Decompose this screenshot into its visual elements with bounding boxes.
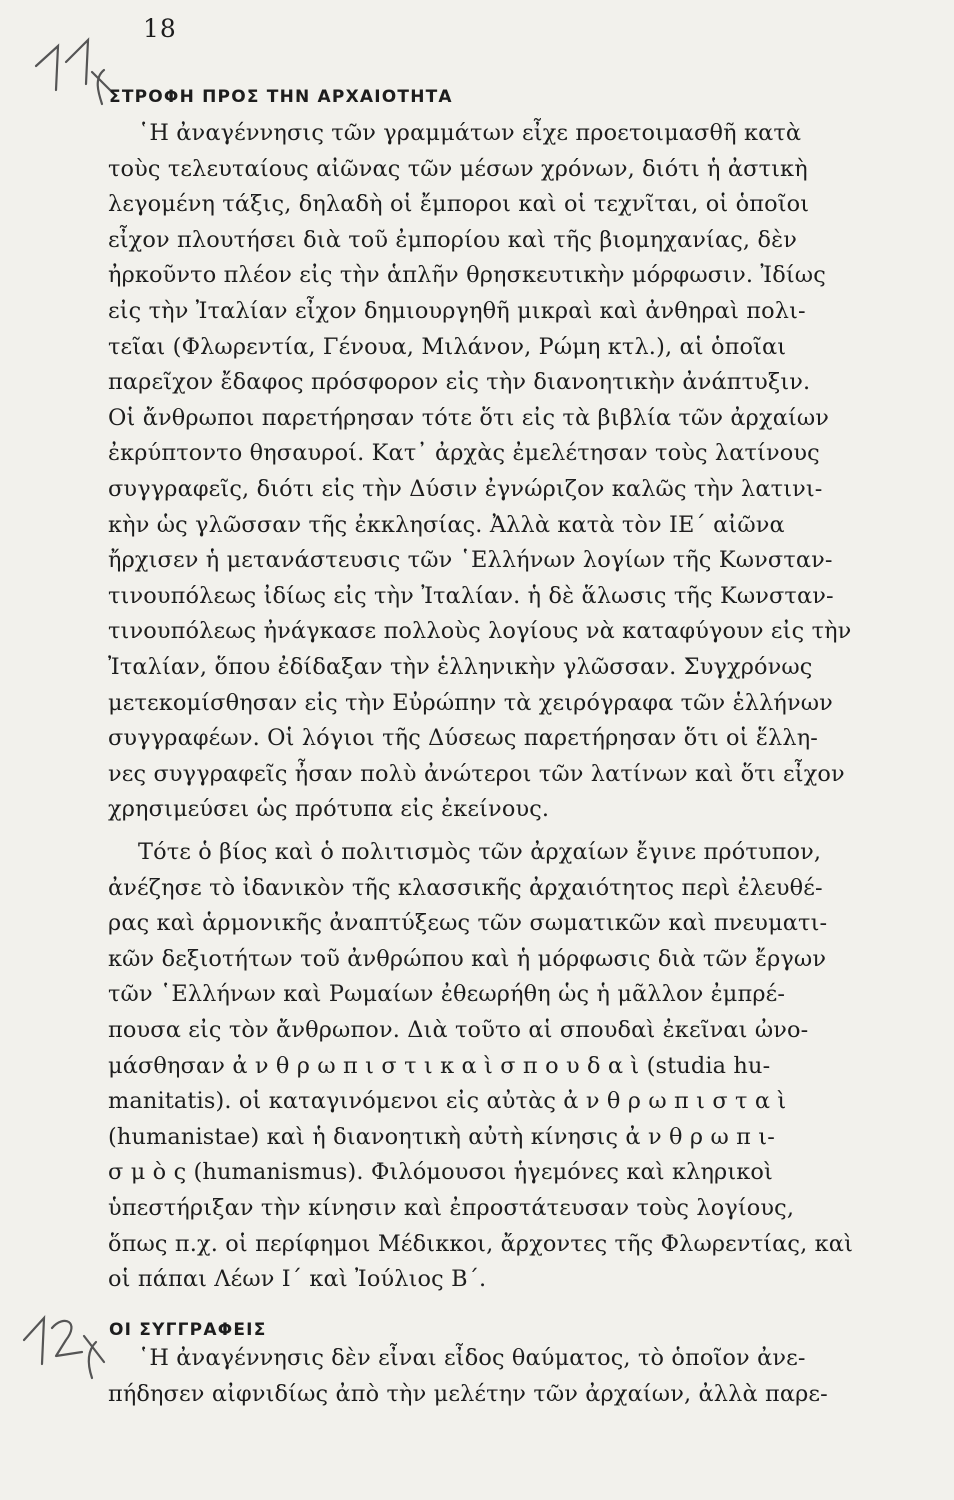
text-line: σ μ ὸ ς (humanismus). Φιλόμουσοι ἡγεμόνες καὶ κληρικοὶ — [108, 1159, 773, 1186]
text-line: manitatis). οἱ καταγινόμενοι εἰς αὐτὰς ἀ ν θ ρ ω π ι σ τ α ὶ — [108, 1088, 787, 1115]
paragraph — [108, 1341, 903, 1412]
text-line: τινουπόλεως ἠνάγκασε πολλοὺς λογίους νὰ καταφύγουν εἰς τὴν — [108, 618, 852, 645]
text-line: ρας καὶ ἁρμονικῆς ἀναπτύξεως τῶν σωματικῶν καὶ πνευματι- — [108, 910, 828, 937]
text-line: εἰς τὴν Ἰταλίαν εἶχον δημιουργηθῆ μικραὶ καὶ ἀνθηραὶ πολι- — [108, 297, 806, 324]
text-line: μάσθησαν ἀ ν θ ρ ω π ι σ τ ι κ α ὶ σ π ο υ δ α ὶ (studia hu- — [108, 1052, 771, 1079]
text-line: πουσα εἰς τὸν ἄνθρωπον. Διὰ τοῦτο αἱ σπουδαὶ ἐκεῖναι ὠνο- — [108, 1016, 809, 1043]
text-line: μετεκομίσθησαν εἰς τὴν Εὐρώπην τὰ χειρόγραφα τῶν ἑλλήνων — [108, 689, 833, 716]
text-line: τεῖαι (Φλωρεντία, Γένουα, Μιλάνον, Ρώμη κτλ.), αἱ ὁποῖαι — [108, 333, 787, 360]
text-line: κὴν ὡς γλῶσσαν τῆς ἐκκλησίας. Ἀλλὰ κατὰ τὸν ΙΕ΄ αἰῶνα — [108, 511, 785, 538]
text-line: ὅπως π.χ. οἱ περίφημοι Μέδικκοι, ἄρχοντες τῆς Φλωρεντίας, καὶ — [108, 1230, 854, 1257]
handwritten-section-mark-11 — [28, 28, 118, 108]
text-line: ἠρκοῦντο πλέον εἰς τὴν ἁπλῆν θρησκευτικὴν μόρφωσιν. Ἰδίως — [108, 262, 826, 289]
text-line: τῶν ῾Ελλήνων καὶ Ρωμαίων ἐθεωρήθη ὡς ἡ μᾶλλον ἐμπρέ- — [108, 981, 786, 1008]
text-line: τινουπόλεως ἰδίως εἰς τὴν Ἰταλίαν. ἡ δὲ ἅλωσις τῆς Κωνσταν- — [108, 582, 834, 609]
margin-mark-12 — [18, 1306, 108, 1386]
text-line: ἐκρύπτοντο θησαυροί. Κατ᾿ ἀρχὰς ἐμελέτησαν τοὺς λατίνους — [108, 440, 820, 467]
text-line: νες συγγραφεῖς ἦσαν πολὺ ἀνώτεροι τῶν λατίνων καὶ ὅτι εἶχον — [108, 760, 845, 787]
text-line: οἱ πάπαι Λέων Ι΄ καὶ Ἰούλιος Β΄. — [108, 1266, 487, 1293]
paragraph — [108, 835, 903, 1298]
text-line: ῾Η ἀναγέννησις δὲν εἶναι εἶδος θαύματος, τὸ ὁποῖον ἀνε- — [138, 1345, 806, 1371]
handwritten-section-mark-12 — [18, 1306, 108, 1386]
text-line: λεγομένη τάξις, δηλαδὴ οἱ ἔμποροι καὶ οἱ τεχνῖται, οἱ ὁποῖοι — [108, 191, 810, 218]
text-line: (humanistae) καὶ ἡ διανοητικὴ αὐτὴ κίνησις ἀ ν θ ρ ω π ι- — [108, 1123, 775, 1150]
text-line: συγγραφεῖς, διότι εἰς τὴν Δύσιν ἐγνώριζον καλῶς τὴν λατινι- — [108, 475, 823, 502]
text-line: τοὺς τελευταίους αἰῶνας τῶν μέσων χρόνων, διότι ἡ ἀστικὴ — [108, 155, 808, 182]
text-line: Οἱ ἄνθρωποι παρετήρησαν τότε ὅτι εἰς τὰ βιβλία τῶν ἀρχαίων — [108, 404, 830, 431]
section-heading: ΣΤΡΟΦΗ ΠΡΟΣ ΤΗΝ ΑΡΧΑΙΟΤΗΤΑ — [109, 87, 453, 107]
margin-mark-11 — [28, 28, 118, 108]
text-line: χρησιμεύσει ὡς πρότυπα εἰς ἐκείνους. — [108, 796, 550, 823]
text-line: ῾Η ἀναγέννησις τῶν γραμμάτων εἶχε προετοιμασθῆ κατὰ — [138, 120, 802, 146]
text-line: παρεῖχον ἔδαφος πρόσφορον εἰς τὴν διανοητικὴν ἀνάπτυξιν. — [108, 369, 811, 396]
text-line: εἶχον πλουτήσει διὰ τοῦ ἐμπορίου καὶ τῆς βιομηχανίας, δὲν — [108, 226, 798, 253]
text-line: συγγραφέων. Οἱ λόγιοι τῆς Δύσεως παρετήρησαν ὅτι οἱ ἕλλη- — [108, 725, 819, 752]
text-line: Ἰταλίαν, ὅπου ἐδίδαξαν τὴν ἑλληνικὴν γλῶσσαν. Συγχρόνως — [108, 653, 813, 680]
page-number: 18 — [143, 14, 177, 43]
section-heading: ΟΙ ΣΥΓΓΡΑΦΕΙΣ — [109, 1320, 267, 1340]
paragraph — [108, 116, 903, 828]
text-line: ὑπεστήριξαν τὴν κίνησιν καὶ ἐπροστάτευσαν τοὺς λογίους, — [108, 1194, 795, 1221]
text-line: Τότε ὁ βίος καὶ ὁ πολιτισμὸς τῶν ἀρχαίων ἔγινε πρότυπον, — [138, 839, 822, 865]
text-line: ἤρχισεν ἡ μετανάστευσις τῶν ῾Ελλήνων λογίων τῆς Κωνσταν- — [108, 547, 833, 574]
text-line: πήδησεν αἰφνιδίως ἀπὸ τὴν μελέτην τῶν ἀρχαίων, ἀλλὰ παρε- — [108, 1380, 828, 1407]
text-line: ἀνέζησε τὸ ἰδανικὸν τῆς κλασσικῆς ἀρχαιότητος περὶ ἐλευθέ- — [108, 874, 823, 901]
text-line: κῶν δεξιοτήτων τοῦ ἀνθρώπου καὶ ἡ μόρφωσις διὰ τῶν ἔργων — [108, 945, 827, 972]
